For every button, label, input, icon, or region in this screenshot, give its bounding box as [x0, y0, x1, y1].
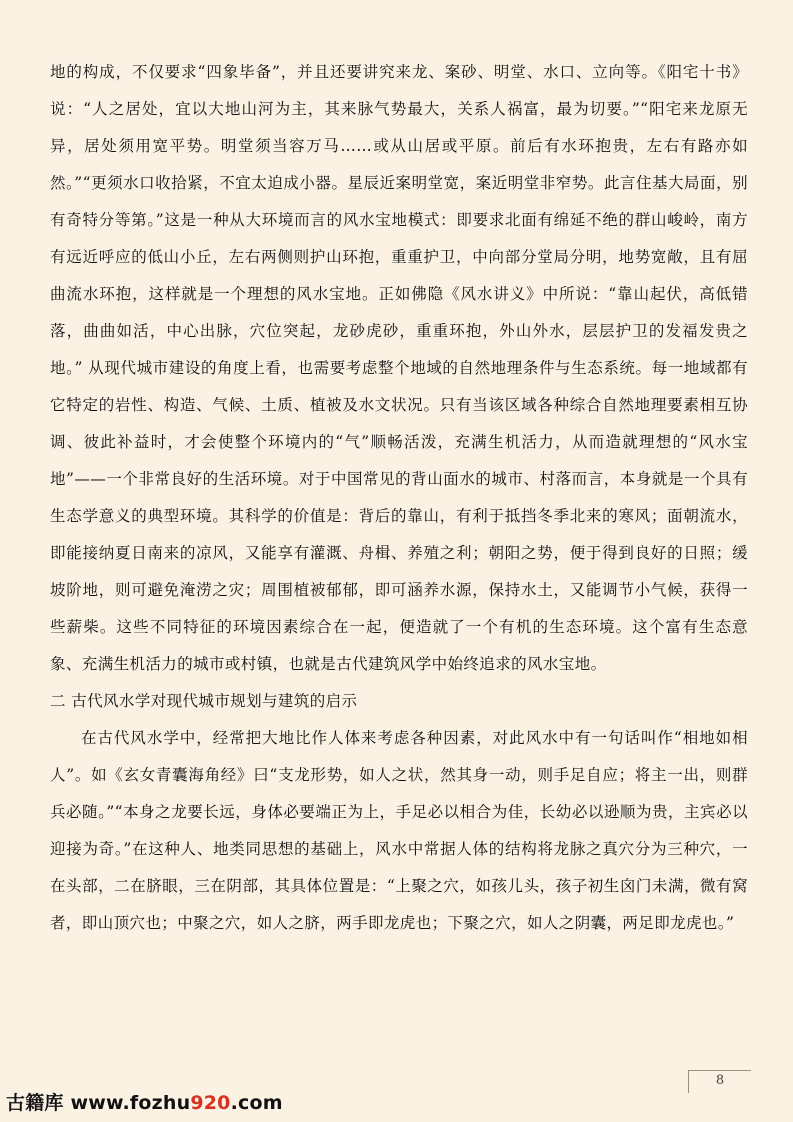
- site-url-digits: 920: [190, 1092, 231, 1114]
- page-number-box: [688, 1070, 751, 1093]
- body-paragraph: 地的构成，不仅要求“四象毕备”，并且还要讲究来龙、案砂、明堂、水口、立向等。《阳宅十书》说：“人之居处，宜以大地山河为主，其来脉气势最大，关系人祸富，最为切要。”“阳宅来龙原无异，居处须用宽平势。明堂须当容万马……或从山居或平原。前后有水环抱贵，左右有路亦如然。”“更须水口收拾紧，不宜太迫成小器。星辰近案明堂宽，案近明堂非窄势。此言住基大局面，别有奇特分等第。”这是一种从大环境而言的风水宝地模式：即要求北面有绵延不绝的群山峻岭，南方有远近呼应的低山小丘，左右两侧则护山环抱，重重护卫，中向部分堂局分明，地势宽敞，且有屈曲流水环抱，这样就是一个理想的风水宝地。正如佛隐《风水讲义》中所说：“靠山起伏，高低错落，曲曲如活，中心出脉，穴位突起，龙砂虎砂，重重环抱，外山外水，层层护卫的发福发贵之地。” 从现代城市建设的角度上看，也需要考虑整个地域的自然地理条件与生态系统。每一地域都有它特定的岩性、构造、气候、土质、植被及水文状况。只有当该区域各种综合自然地理要素相互协调、彼此补益时，才会使整个环境内的“气”顺畅活泼，充满生机活力，从而造就理想的“风水宝地”——一个非常良好的生活环境。对于中国常见的背山面水的城市、村落而言，本身就是一个具有生态学意义的典型环境。其科学的价值是：背后的靠山，有利于抵挡冬季北来的寒风；面朝流水，即能接纳夏日南来的凉风，又能享有灌溉、舟楫、养殖之利；朝阳之势，便于得到良好的日照；缓坡阶地，则可避免淹涝之灾；周围植被郁郁，即可涵养水源，保持水土，又能调节小气候，获得一些薪柴。这些不同特征的环境因素综合在一起，便造就了一个有机的生态环境。这个富有生态意象、充满生机活力的城市或村镇，也就是古代建筑风学中始终追求的风水宝地。: [50, 63, 748, 673]
- section-heading: 二 古代风水学对现代城市规划与建筑的启示: [50, 692, 358, 710]
- site-url-prefix: www.fozhu: [70, 1092, 191, 1114]
- site-watermark[interactable]: [6, 1088, 283, 1116]
- site-url-suffix: .com: [230, 1092, 283, 1114]
- site-name: 古籍库: [6, 1092, 64, 1114]
- section-paragraph: 在古代风水学中，经常把大地比作人体来考虑各种因素，对此风水中有一句话叫作“相地如相人”。如《玄女青囊海角经》曰“支龙形势，如人之状，然其身一动，则手足自应；将主一出，则群兵必随。”“本身之龙要长远，身体必要端正为上，手足必以相合为佳，长幼必以逊顺为贵，主宾必以迎接为奇。”在这种人、地类同思想的基础上，风水中常据人体的结构将龙脉之真穴分为三种穴，一在头部，二在脐眼，三在阴部，其具体位置是：“上聚之穴，如孩儿头，孩子初生囟门未满，微有窝者，即山顶穴也；中聚之穴，如人之脐，两手即龙虎也；下聚之穴，如人之阴囊，两足即龙虎也。”: [50, 729, 748, 932]
- page-number: 8: [715, 1073, 725, 1088]
- document-body: [50, 54, 748, 942]
